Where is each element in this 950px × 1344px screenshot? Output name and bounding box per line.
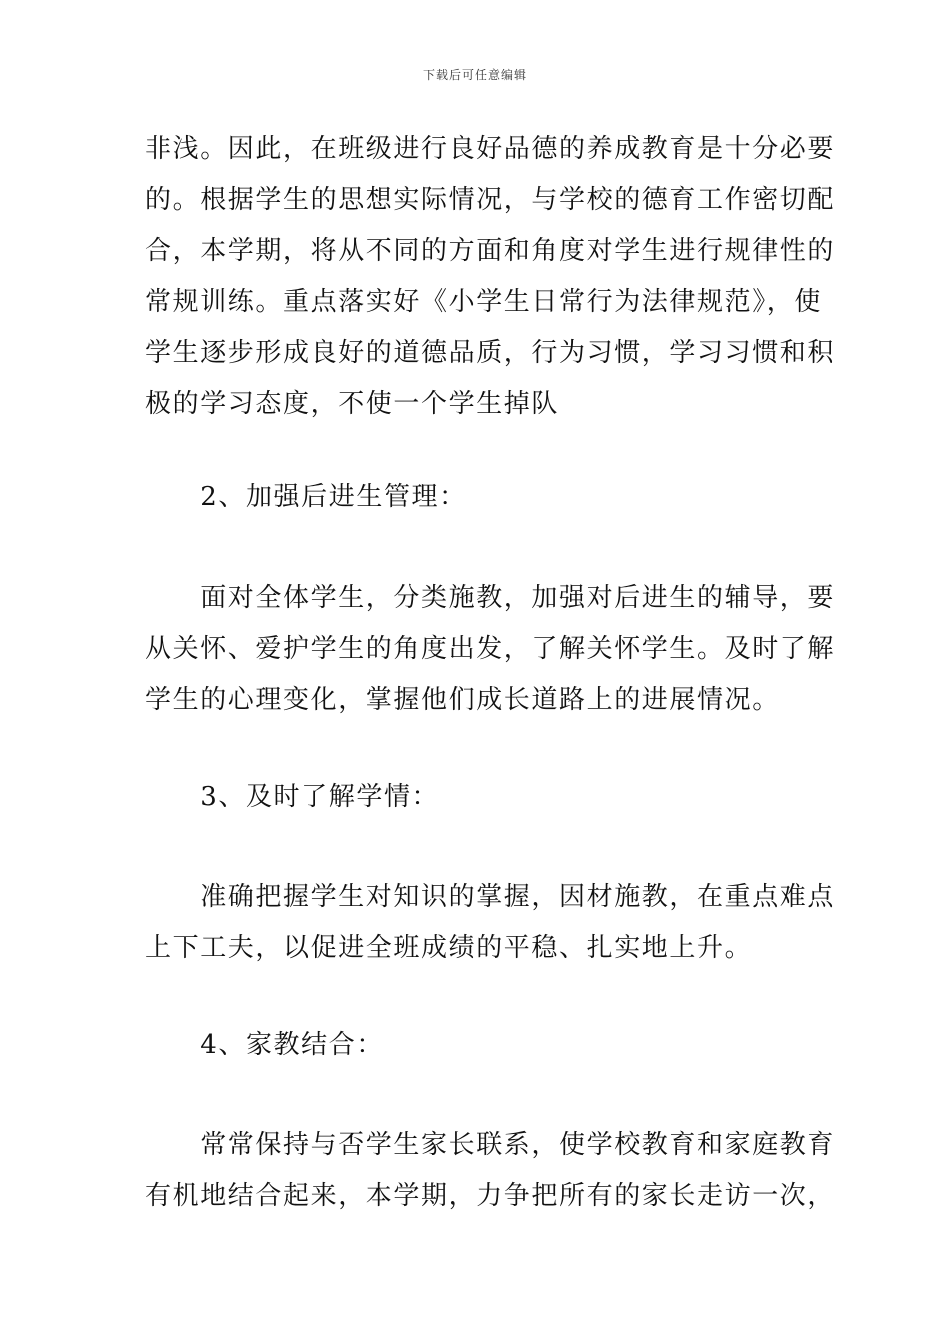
page-header: 下载后可任意编辑 [422,68,527,82]
text-line: 常常保持与否学生家长联系，使学校教育和家庭教育 [145,1130,836,1160]
paragraph-struggling-students [145,573,836,726]
section-heading-4 [145,1020,810,1071]
paragraph-learning-status [145,872,836,974]
heading-text: 3、及时了解学情： [145,782,440,812]
text-line: 学生逐步形成良好的道德品质，行为习惯，学习习惯和积 [145,338,836,368]
text-line: 有机地结合起来，本学期，力争把所有的家长走访一次， [145,1181,836,1211]
text-line: 非浅。因此，在班级进行良好品德的养成教育是十分必要 [145,134,836,164]
text-line: 的。根据学生的思想实际情况，与学校的德育工作密切配 [145,185,836,215]
text-line: 准确把握学生对知识的掌握，因材施教，在重点难点 [145,882,836,912]
section-heading-2 [145,472,810,523]
text-line: 常规训练。重点落实好《小学生日常行为法律规范》，使 [145,287,823,317]
section-heading-3 [145,772,810,823]
text-line: 极的学习态度，不使一个学生掉队 [145,389,560,419]
heading-text: 2、加强后进生管理： [145,482,467,512]
heading-text: 4、家教结合： [145,1030,384,1060]
text-line: 面对全体学生，分类施教，加强对后进生的辅导，要 [145,583,836,613]
text-line: 上下工夫，以促进全班成绩的平稳、扎实地上升。 [145,933,753,963]
text-line: 从关怀、爱护学生的角度出发，了解关怀学生。及时了解 [145,634,836,664]
text-line: 合，本学期，将从不同的方面和角度对学生进行规律性的 [145,236,836,266]
text-line: 学生的心理变化，掌握他们成长道路上的进展情况。 [145,685,780,715]
paragraph-home-school [145,1120,836,1222]
paragraph-moral-education [145,124,836,430]
